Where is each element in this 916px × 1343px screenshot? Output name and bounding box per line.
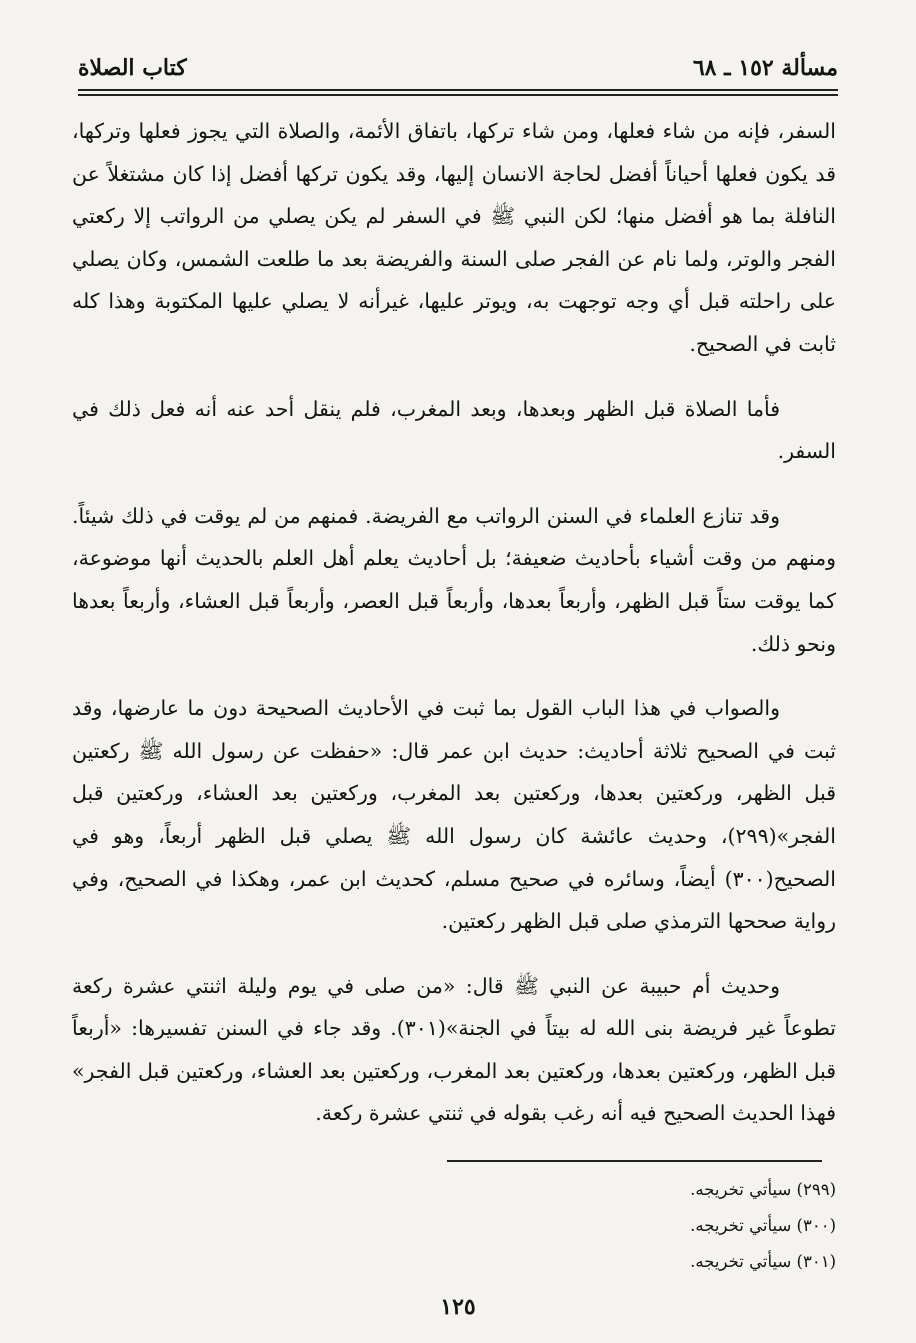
page-number: ١٢٥ bbox=[440, 1294, 476, 1320]
header-rule-bottom bbox=[78, 94, 838, 96]
footnote-300: (٣٠٠) سيأتي تخريجه. bbox=[690, 1216, 836, 1235]
header-issue-number: مسألة ١٥٢ ـ ٦٨ bbox=[692, 55, 838, 81]
paragraph-4: والصواب في هذا الباب القول بما ثبت في الأحاديث الصحيحة دون ما عارضها، وقد ثبت في الصحيح ثلاثة أحاديث: حديث ابن عمر قال: «حفظت عن رسول الله ﷺ ركعتين قبل الظهر، وركعتين بعدها، وركعتين بعد المغرب، وركعتين بعد العشاء، وركعتين قبل الفجر»(٢٩٩)، وحديث عائشة كان رسول الله ﷺ يصلي قبل الظهر أربعاً، وهو في الصحيح(٣٠٠) أيضاً، وسائره في صحيح مسلم، كحديث ابن عمر، وهكذا في الصحيح، وفي رواية صححها الترمذي صلى قبل الظهر ركعتين. bbox=[72, 696, 836, 934]
footnote-299: (٢٩٩) سيأتي تخريجه. bbox=[690, 1180, 836, 1199]
header-book-title: كتاب الصلاة bbox=[78, 55, 187, 81]
footnote-separator bbox=[447, 1160, 822, 1162]
footnotes bbox=[80, 1172, 836, 1280]
paragraph-5: وحديث أم حبيبة عن النبي ﷺ قال: «من صلى في يوم وليلة اثنتي عشرة ركعة تطوعاً غير فريضة بنى الله له بيتاً في الجنة»(٣٠١). وقد جاء في السنن تفسيرها: «أربعاً قبل الظهر، وركعتين بعدها، وركعتين بعد المغرب، وركعتين بعد العشاء، وركعتين قبل الفجر» فهذا الحديث الصحيح فيه أنه رغب بقوله في ثنتي عشرة ركعة. bbox=[72, 973, 837, 1126]
footnote-301: (٣٠١) سيأتي تخريجه. bbox=[690, 1252, 836, 1271]
paragraph-1: السفر، فإنه من شاء فعلها، ومن شاء تركها، باتفاق الأئمة، والصلاة التي يجوز فعلها وتركها، قد يكون فعلها أحياناً أفضل لحاجة الانسان إليها، وقد يكون تركها أفضل إذا كان مشتغلاً عن النافلة بما هو أفضل منها؛ لكن النبي ﷺ في السفر لم يكن يصلي من الرواتب إلا ركعتي الفجر والوتر، ولما نام عن الفجر صلى السنة والفريضة بعد ما طلعت الشمس، وكان يصلي على راحلته قبل أي وجه توجهت به، ويوتر عليها، غيرأنه لا يصلي عليها المكتوبة وهذا كله ثابت في الصحيح. bbox=[72, 119, 836, 356]
paragraph-3: وقد تنازع العلماء في السنن الرواتب مع الفريضة. فمنهم من لم يوقت في ذلك شيئاً. ومنهم من وقت أشياء بأحاديث ضعيفة؛ بل أحاديث يعلم أهل العلم بالحديث أنها موضوعة، كما يوقت ستاً قبل الظهر، وأربعاً بعدها، وأربعاً قبل العصر، وأربعاً قبل العشاء، وأربعاً بعدها ونحو ذلك. bbox=[72, 503, 836, 656]
running-header bbox=[78, 48, 838, 88]
header-rule-top bbox=[78, 89, 838, 91]
paragraph-2: فأما الصلاة قبل الظهر وبعدها، وبعد المغرب، فلم ينقل أحد عنه أنه فعل ذلك في السفر. bbox=[72, 396, 836, 464]
main-text bbox=[72, 110, 836, 1157]
